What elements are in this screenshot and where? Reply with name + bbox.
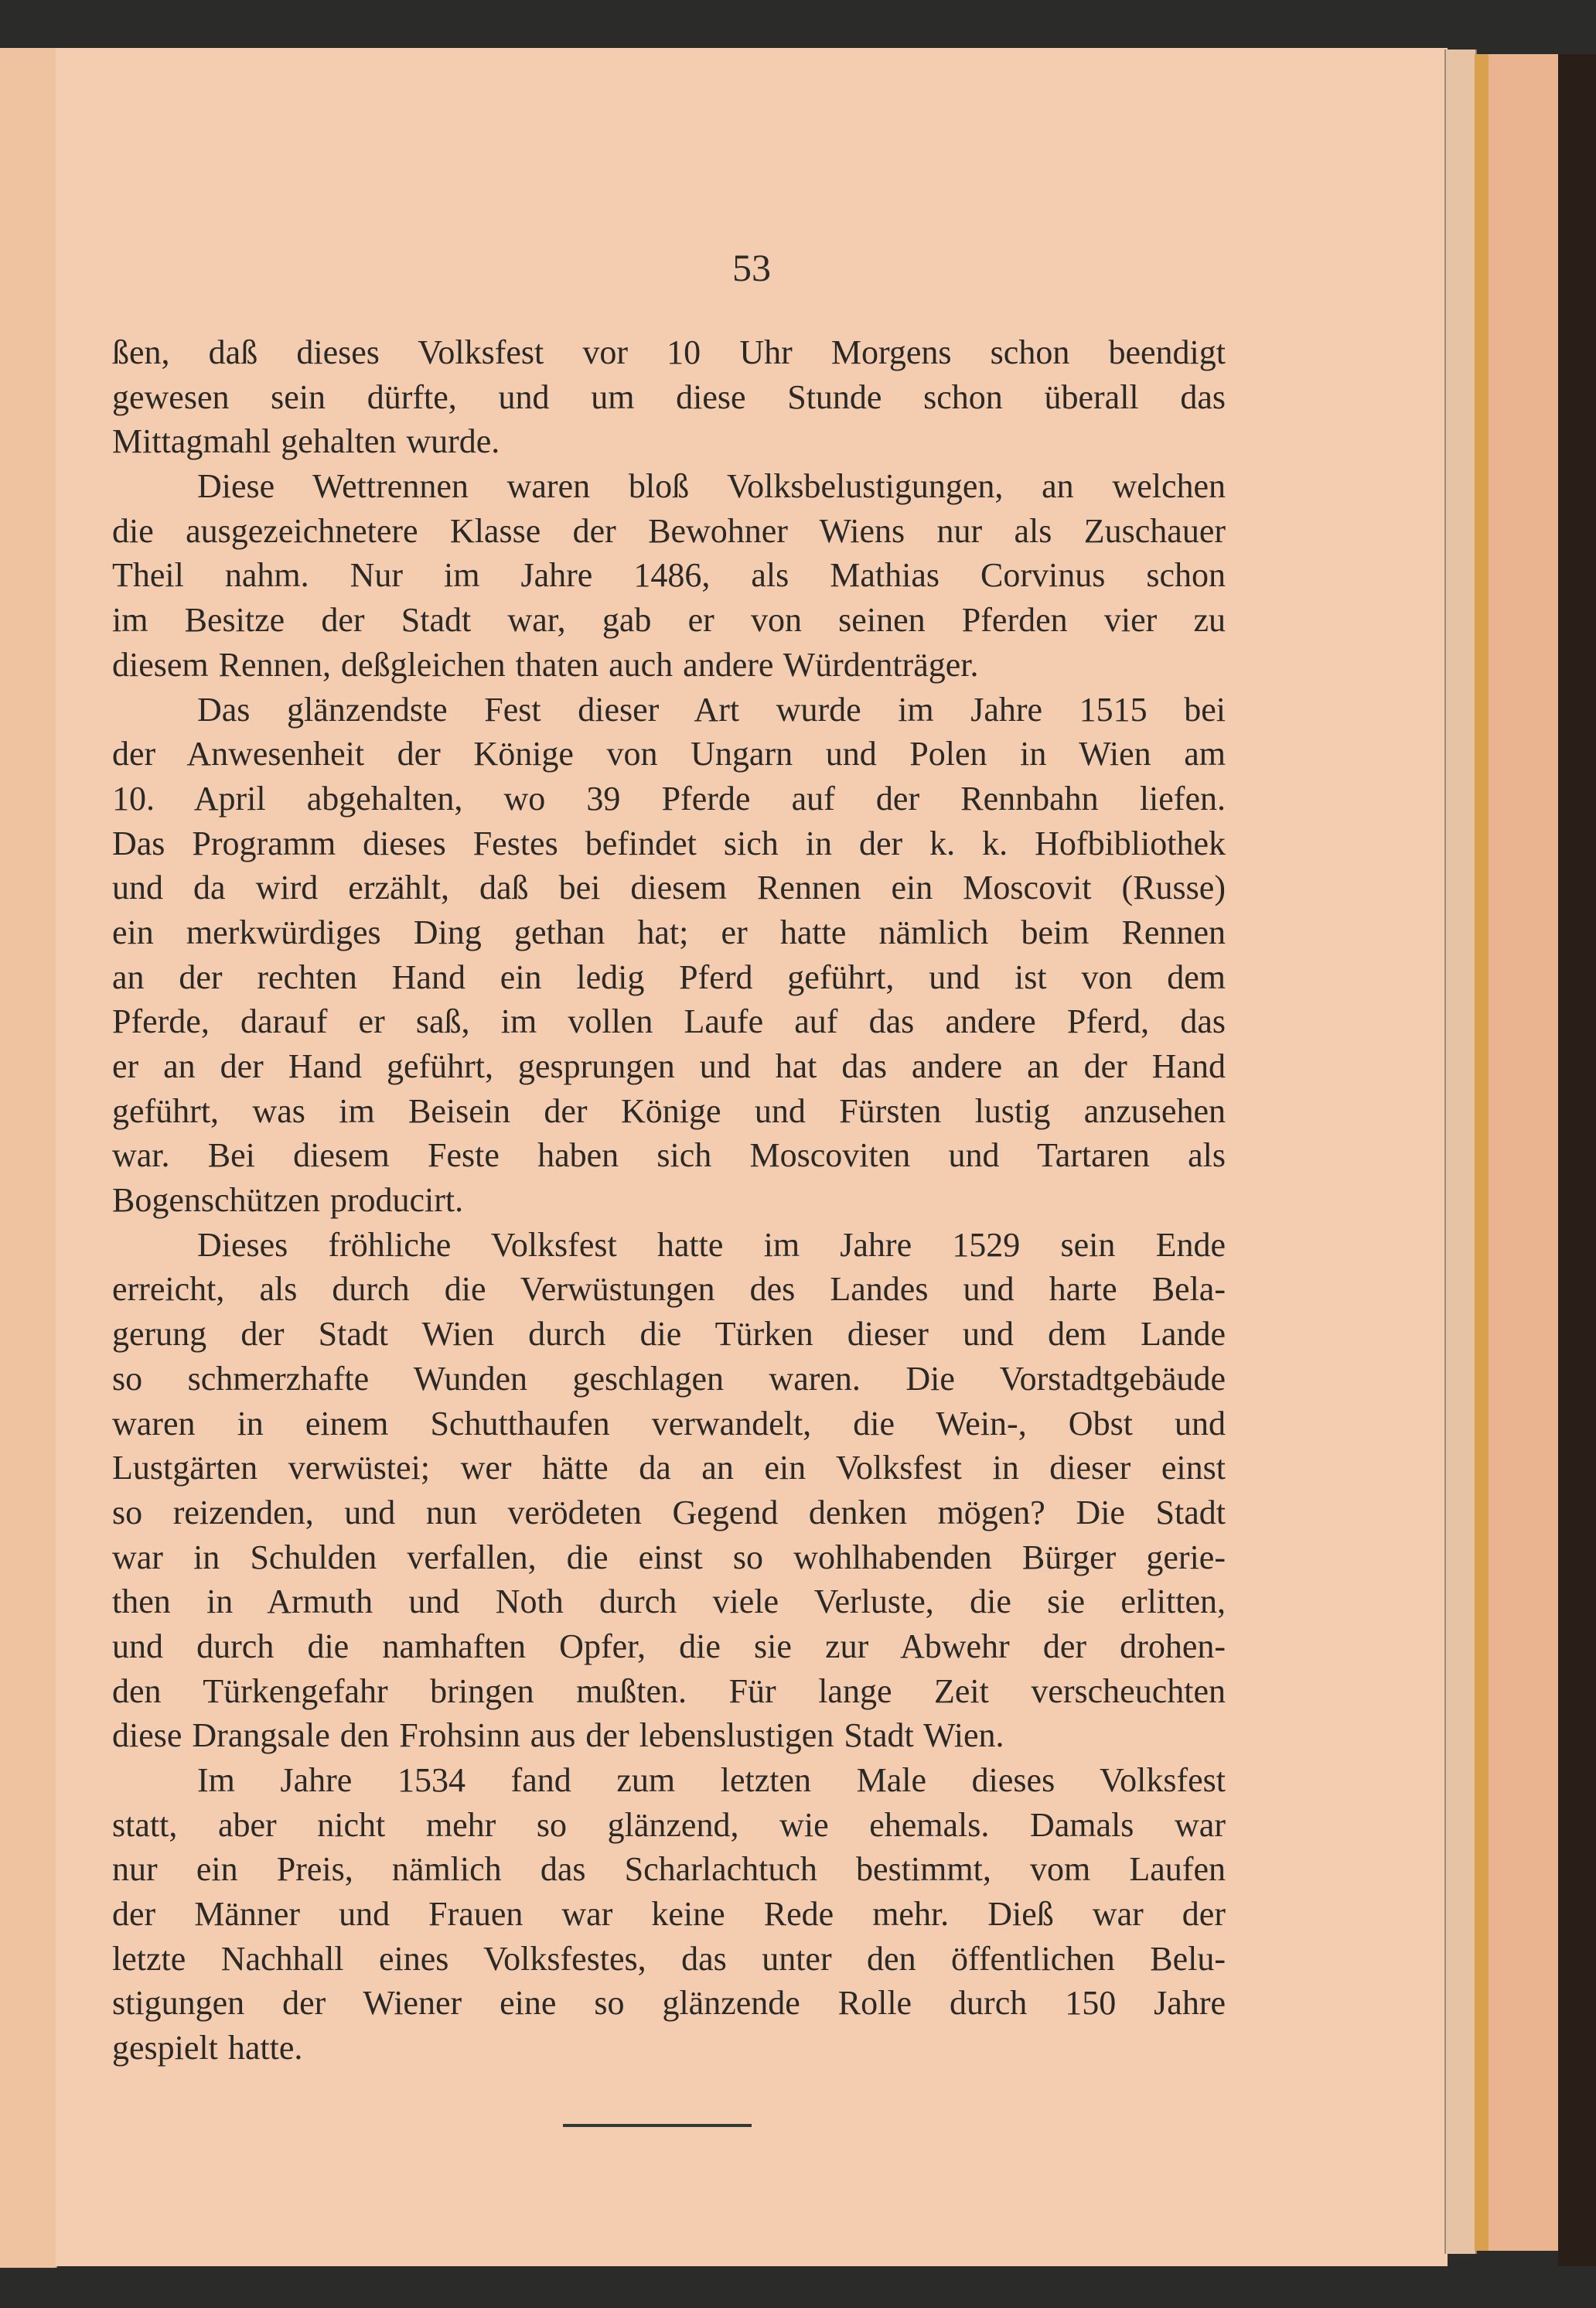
text-line: Pferde, darauf er saß, im vollen Laufe auf das andere Pferd, das — [112, 1002, 1226, 1041]
text-line: 10. April abgehalten, wo 39 Pferde auf der Rennbahn liefen. — [112, 779, 1226, 818]
text-line: Diese Wettrennen waren bloß Volksbelustigungen, an welchen — [197, 467, 1226, 506]
text-line: so schmerzhafte Wunden geschlagen waren. Die Vorstadtgebäude — [112, 1359, 1226, 1398]
text-line: die ausgezeichnetere Klasse der Bewohner Wiens nur als Zuschauer — [112, 511, 1226, 550]
text-line: im Besitze der Stadt war, gab er von seinen Pferden vier zu — [112, 601, 1226, 640]
text-line: Theil nahm. Nur im Jahre 1486, als Mathias Corvinus schon — [112, 556, 1226, 595]
text-line: then in Armuth und Noth durch viele Verluste, die sie erlitten, — [112, 1582, 1226, 1621]
text-line: Das glänzendste Fest dieser Art wurde im Jahre 1515 bei — [197, 690, 1226, 729]
text-line: gewesen sein dürfte, und um diese Stunde schon überall das — [112, 377, 1226, 416]
text-line: den Türkengefahr bringen mußten. Für lange Zeit verscheuchten — [112, 1671, 1226, 1710]
text-line: Im Jahre 1534 fand zum letzten Male dieses Volksfest — [197, 1761, 1226, 1799]
text-line: war in Schulden verfallen, die einst so wohlhabenden Bürger gerie- — [112, 1538, 1226, 1576]
text-line: gerung der Stadt Wien durch die Türken dieser und dem Lande — [112, 1315, 1226, 1354]
endpaper-edge — [1489, 54, 1558, 2251]
text-line: Das Programm dieses Festes befindet sich in der k. k. Hofbibliothek — [112, 824, 1226, 862]
text-line: war. Bei diesem Feste haben sich Moscoviten und Tartaren als — [112, 1136, 1226, 1175]
text-line: waren in einem Schutthaufen verwandelt, die Wein-, Obst und — [112, 1404, 1226, 1442]
text-line: ein merkwürdiges Ding gethan hat; er hatte nämlich beim Rennen — [112, 913, 1226, 951]
text-line: diesem Rennen, deßgleichen thaten auch andere Würdenträger. — [112, 645, 979, 684]
text-line: er an der Hand geführt, gesprungen und hat das andere an der Hand — [112, 1047, 1226, 1085]
text-line: der Anwesenheit der Könige von Ungarn und Polen in Wien am — [112, 735, 1226, 773]
text-line: Lustgärten verwüstei; wer hätte da an ein Volksfest in dieser einst — [112, 1449, 1226, 1487]
text-line: diese Drangsale den Frohsinn aus der lebenslustigen Stadt Wien. — [112, 1716, 1004, 1755]
gilt-edge-strip — [1475, 54, 1489, 2251]
text-line: und durch die namhaften Opfer, die sie zur Abwehr der drohen- — [112, 1627, 1226, 1665]
marbled-cover-edge — [1558, 54, 1596, 2266]
text-line: der Männer und Frauen war keine Rede mehr. Dieß war der — [112, 1895, 1226, 1934]
text-line: nur ein Preis, nämlich das Scharlachtuch bestimmt, vom Laufen — [112, 1850, 1226, 1889]
section-end-rule — [563, 2124, 752, 2127]
text-line: letzte Nachhall eines Volksfestes, das unter den öffentlichen Belu- — [112, 1939, 1226, 1978]
text-line: geführt, was im Beisein der Könige und Fürsten lustig anzusehen — [112, 1091, 1226, 1130]
text-line: gespielt hatte. — [112, 2029, 303, 2067]
left-page-edge — [0, 48, 57, 2268]
text-line: Mittagmahl gehalten wurde. — [112, 422, 500, 461]
text-line: ßen, daß dieses Volksfest vor 10 Uhr Morgens schon beendigt — [112, 333, 1226, 371]
book-page — [56, 48, 1448, 2266]
text-line: so reizenden, und nun verödeten Gegend denken mögen? Die Stadt — [112, 1493, 1226, 1531]
page-stack-edge — [1444, 50, 1477, 2254]
text-line: an der rechten Hand ein ledig Pferd geführt, und ist von dem — [112, 958, 1226, 996]
body-text — [112, 330, 1226, 2071]
text-line: statt, aber nicht mehr so glänzend, wie ehemals. Damals war — [112, 1805, 1226, 1844]
text-line: erreicht, als durch die Verwüstungen des Landes und harte Bela- — [112, 1270, 1226, 1309]
text-line: Bogenschützen producirt. — [112, 1181, 464, 1220]
text-line: Dieses fröhliche Volksfest hatte im Jahre 1529 sein Ende — [197, 1225, 1226, 1264]
text-line: und da wird erzählt, daß bei diesem Rennen ein Moscovit (Russe) — [112, 869, 1226, 907]
text-line: stigungen der Wiener eine so glänzende Rolle durch 150 Jahre — [112, 1984, 1226, 2023]
page-number: 53 — [732, 246, 771, 289]
